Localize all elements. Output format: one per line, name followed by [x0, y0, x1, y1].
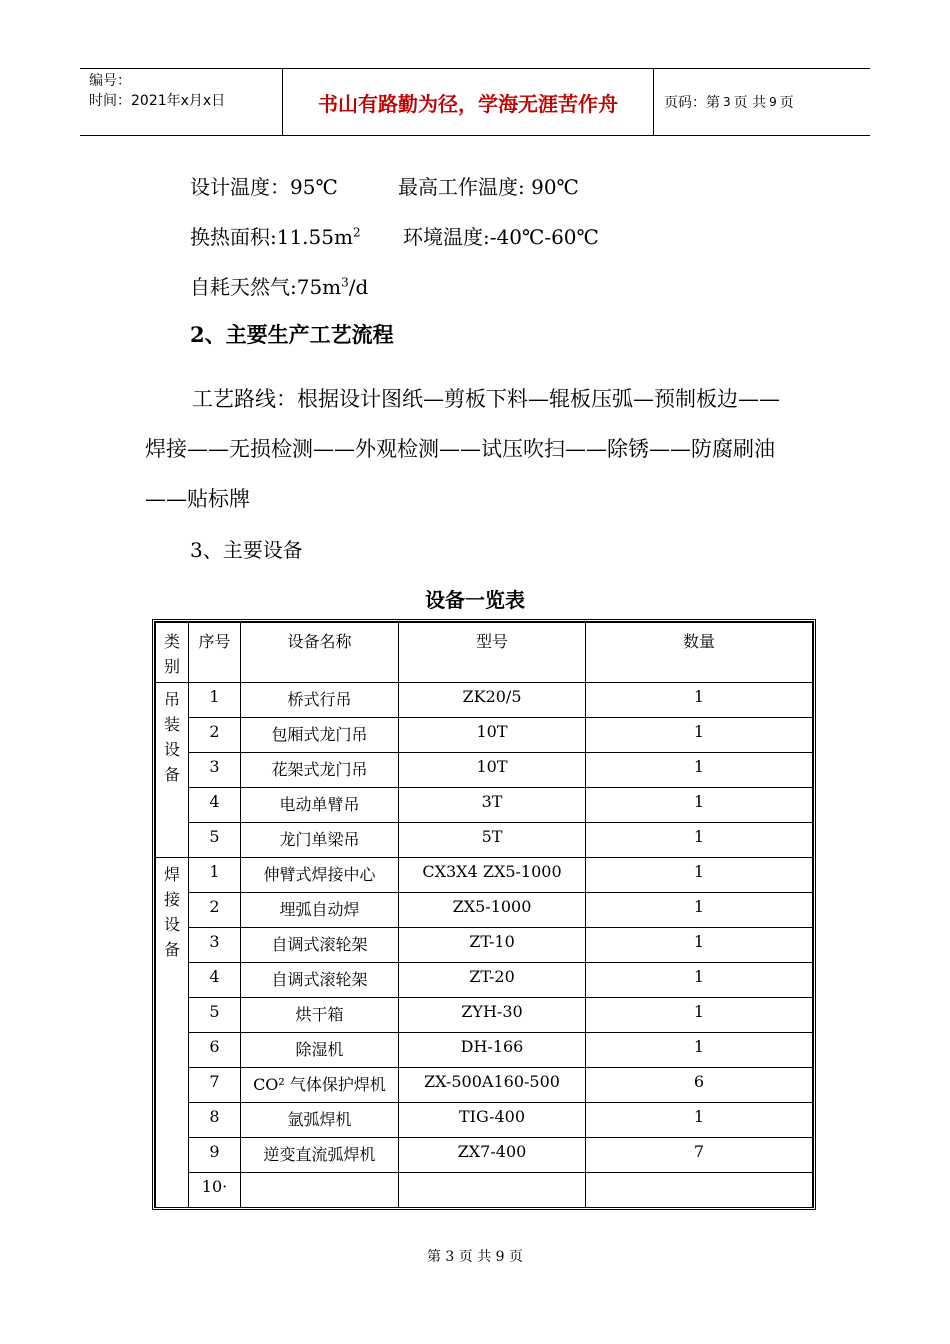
- row-qty-cell: 6: [586, 1068, 813, 1103]
- row-qty-cell: 1: [586, 998, 813, 1033]
- table-row: [156, 998, 813, 1033]
- row-qty-cell: 1: [586, 823, 813, 858]
- table-row: [156, 1138, 813, 1173]
- row-no-cell: 5: [189, 823, 241, 858]
- category-char: 备: [163, 765, 180, 784]
- heat-area-sup: 2: [352, 225, 361, 240]
- header-meta: [80, 69, 282, 135]
- row-qty-cell: 1: [586, 788, 813, 823]
- process-text: 工艺路线：根据设计图纸—剪板下料—辊板压弧—预制板边——焊接——无损检测——外观检测——试压吹扫——除锈——防腐刷油——贴标牌: [145, 387, 780, 511]
- row-no-cell: 5: [189, 998, 241, 1033]
- row-name-cell: 桥式行吊: [241, 683, 399, 718]
- row-name-cell: 电动单臂吊: [241, 788, 399, 823]
- gas-prefix: 自耗天然气:75m: [190, 275, 342, 299]
- row-model-cell: 10T: [399, 753, 586, 788]
- row-qty-cell: 1: [586, 893, 813, 928]
- table-row: [156, 858, 813, 893]
- header-model: 型号: [399, 623, 586, 683]
- row-no-cell: 2: [189, 718, 241, 753]
- table-header-row: [156, 623, 813, 683]
- section2-title: 2、主要生产工艺流程: [190, 322, 394, 347]
- row-qty-cell: [586, 1173, 813, 1208]
- category-char: 吊: [163, 690, 180, 709]
- table-row: [156, 788, 813, 823]
- row-name-cell: 逆变直流弧焊机: [241, 1138, 399, 1173]
- row-model-cell: ZX-500A160-500: [399, 1068, 586, 1103]
- page-total: 9: [769, 95, 777, 109]
- row-model-cell: 10T: [399, 718, 586, 753]
- category-char: 备: [163, 940, 180, 959]
- row-name-cell: 包厢式龙门吊: [241, 718, 399, 753]
- header-category: [156, 623, 189, 683]
- header-no: 序号: [189, 623, 241, 683]
- row-no-cell: 9: [189, 1138, 241, 1173]
- row-no-cell: 1: [189, 858, 241, 893]
- category-char: 别: [163, 657, 180, 676]
- row-name-cell: 除湿机: [241, 1033, 399, 1068]
- row-no-cell: 1: [189, 683, 241, 718]
- row-no-cell: 6: [189, 1033, 241, 1068]
- gas-sup: 3: [341, 275, 349, 290]
- category-char: 类: [163, 632, 180, 651]
- row-name-cell: 伸臂式焊接中心: [241, 858, 399, 893]
- row-no-cell: 4: [189, 963, 241, 998]
- table-row: [156, 823, 813, 858]
- table-row: [156, 963, 813, 998]
- row-model-cell: CX3X4 ZX5-1000: [399, 858, 586, 893]
- header-qty: 数量: [586, 623, 813, 683]
- page-prefix: 页码：第: [664, 95, 720, 111]
- category-char: 设: [163, 915, 180, 934]
- row-name-cell: 氩弧焊机: [241, 1103, 399, 1138]
- row-qty-cell: 1: [586, 1103, 813, 1138]
- table-row: [156, 718, 813, 753]
- row-qty-cell: 7: [586, 1138, 813, 1173]
- gas-consumption: [190, 271, 368, 300]
- row-model-cell: 3T: [399, 788, 586, 823]
- row-name-cell: 自调式滚轮架: [241, 963, 399, 998]
- row-no-cell: 4: [189, 788, 241, 823]
- row-model-cell: ZYH-30: [399, 998, 586, 1033]
- row-name-cell: 烘干箱: [241, 998, 399, 1033]
- table-row: [156, 1173, 813, 1208]
- table-title: 设备一览表: [425, 588, 525, 612]
- page-mid: 页 共: [733, 95, 767, 111]
- row-no-cell: 3: [189, 753, 241, 788]
- page-suffix: 页: [779, 95, 794, 111]
- table-row: [156, 1033, 813, 1068]
- category-cell: [156, 858, 189, 1208]
- row-name-cell: 花架式龙门吊: [241, 753, 399, 788]
- row-no-cell: 8: [189, 1103, 241, 1138]
- row-qty-cell: 1: [586, 718, 813, 753]
- row-qty-cell: 1: [586, 1033, 813, 1068]
- header-motto: 书山有路勤为径，学海无涯苦作舟: [282, 69, 654, 135]
- env-temp: 环境温度:-40℃-60℃: [403, 225, 599, 249]
- gas-suffix: /d: [348, 275, 369, 299]
- row-model-cell: ZX5-1000: [399, 893, 586, 928]
- category-char: 焊: [163, 865, 180, 884]
- table-row: [156, 928, 813, 963]
- table-row: [156, 893, 813, 928]
- page-current: 3: [723, 95, 731, 109]
- category-cell: [156, 683, 189, 858]
- number-label: 编号：: [89, 73, 131, 89]
- row-qty-cell: 1: [586, 963, 813, 998]
- row-name-cell: [241, 1173, 399, 1208]
- table-row: [156, 683, 813, 718]
- page-footer: 第 3 页 共 9 页: [426, 1249, 524, 1265]
- row-qty-cell: 1: [586, 858, 813, 893]
- row-model-cell: ZT-10: [399, 928, 586, 963]
- equipment-table: [152, 619, 816, 1210]
- row-qty-cell: 1: [586, 928, 813, 963]
- row-model-cell: ZT-20: [399, 963, 586, 998]
- row-name-cell: CO² 气体保护焊机: [241, 1068, 399, 1103]
- row-model-cell: ZX7-400: [399, 1138, 586, 1173]
- max-work-temp: 最高工作温度: 90℃: [398, 175, 579, 199]
- row-qty-cell: 1: [586, 753, 813, 788]
- row-qty-cell: 1: [586, 683, 813, 718]
- category-char: 接: [163, 890, 180, 909]
- row-no-cell: 7: [189, 1068, 241, 1103]
- row-name-cell: 自调式滚轮架: [241, 928, 399, 963]
- category-char: 装: [163, 715, 180, 734]
- row-name-cell: 龙门单梁吊: [241, 823, 399, 858]
- section3-title: 3、主要设备: [190, 538, 303, 562]
- table-row: [156, 1068, 813, 1103]
- heat-area: [190, 221, 361, 250]
- table-row: [156, 1103, 813, 1138]
- header-name: 设备名称: [241, 623, 399, 683]
- row-model-cell: TIG-400: [399, 1103, 586, 1138]
- design-temp: 设计温度：95℃: [190, 175, 338, 199]
- row-name-cell: 埋弧自动焊: [241, 893, 399, 928]
- row-model-cell: DH-166: [399, 1033, 586, 1068]
- row-model-cell: 5T: [399, 823, 586, 858]
- header-page-info: [654, 69, 870, 135]
- row-no-cell: 2: [189, 893, 241, 928]
- row-model-cell: [399, 1173, 586, 1208]
- time-label: 时间：2021年x月x日: [89, 93, 226, 109]
- page-header: [80, 68, 870, 136]
- table-row: [156, 753, 813, 788]
- row-no-cell: 3: [189, 928, 241, 963]
- row-no-cell: 10·: [189, 1173, 241, 1208]
- heat-area-text: 换热面积:11.55m: [190, 225, 353, 249]
- category-char: 设: [163, 740, 180, 759]
- row-model-cell: ZK20/5: [399, 683, 586, 718]
